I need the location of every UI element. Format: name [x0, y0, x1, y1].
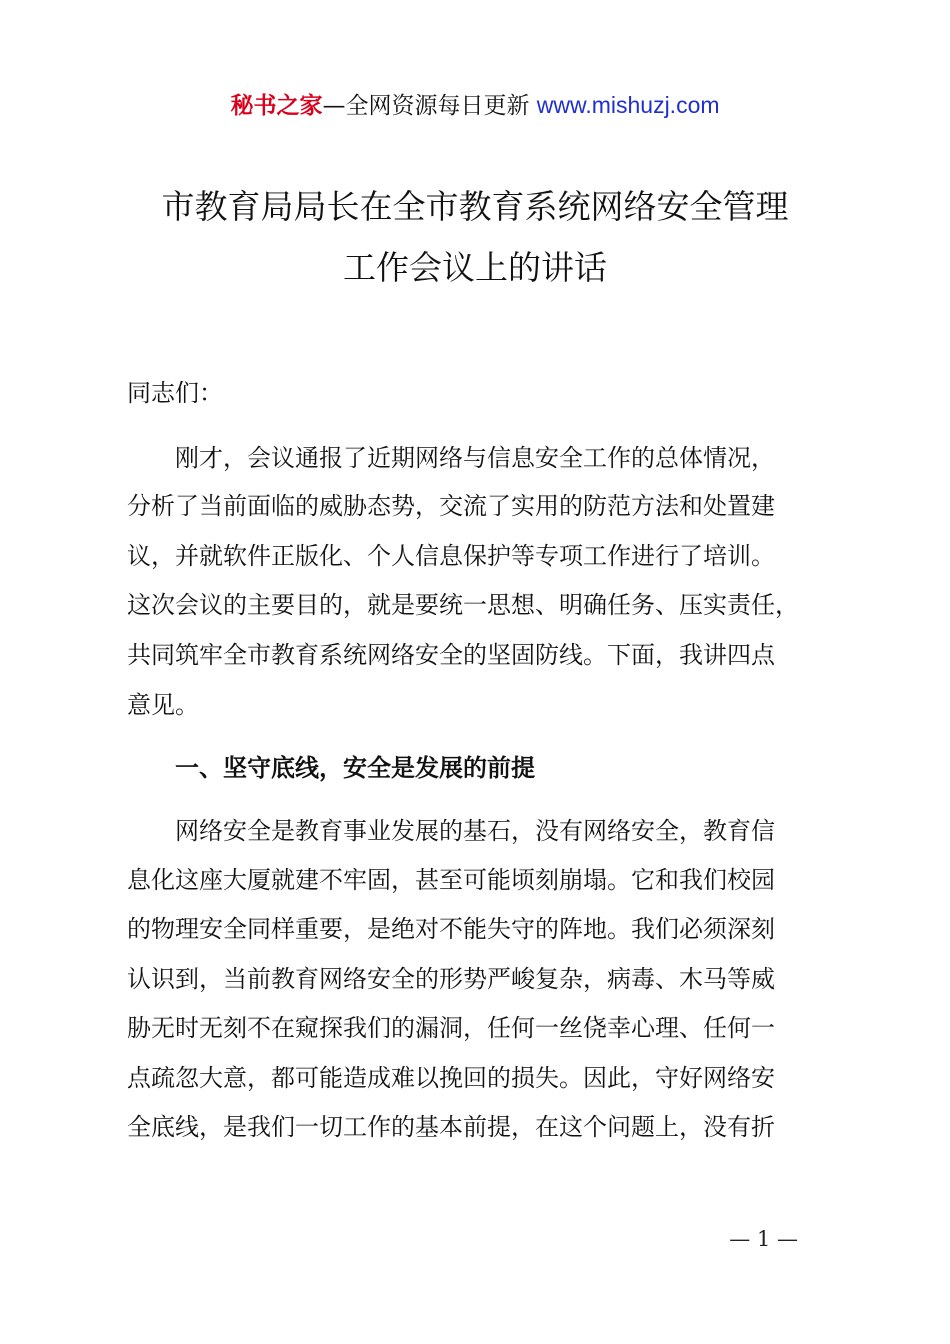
- document-title-line-2: 工作会议上的讲话: [343, 248, 607, 287]
- paragraph-line: 的物理安全同样重要，是绝对不能失守的阵地。我们必须深刻: [127, 915, 775, 943]
- paragraph-line: 分析了当前面临的威胁态势，交流了实用的防范方法和处置建: [127, 492, 775, 520]
- paragraph-line: 胁无时无刻不在窥探我们的漏洞，任何一丝侥幸心理、任何一: [127, 1014, 775, 1042]
- site-url-link[interactable]: www.mishuzj.com: [536, 92, 720, 118]
- header-tagline: —全网资源每日更新: [322, 93, 537, 119]
- paragraph-line: 点疏忽大意，都可能造成难以挽回的损失。因此，守好网络安: [127, 1064, 775, 1092]
- document-title-line-1: 市教育局局长在全市教育系统网络安全管理: [161, 187, 789, 226]
- paragraph-line: 议，并就软件正版化、个人信息保护等专项工作进行了培训。: [127, 542, 775, 570]
- paragraph-line: 这次会议的主要目的，就是要统一思想、明确任务、压实责任，: [127, 591, 799, 619]
- site-header: [0, 88, 950, 123]
- paragraph-line: 全底线，是我们一切工作的基本前提，在这个问题上，没有折: [127, 1113, 775, 1141]
- paragraph-line: 共同筑牢全市教育系统网络安全的坚固防线。下面，我讲四点: [127, 641, 775, 669]
- paragraph-line: 息化这座大厦就建不牢固，甚至可能顷刻崩塌。它和我们校园: [127, 866, 775, 894]
- paragraph-line: 网络安全是教育事业发展的基石，没有网络安全，教育信: [127, 817, 775, 845]
- paragraph-line: 刚才，会议通报了近期网络与信息安全工作的总体情况，: [127, 444, 775, 472]
- paragraph-line: 意见。: [127, 691, 199, 719]
- brand-name: 秘书之家: [230, 93, 323, 119]
- page-number: — 1 —: [729, 1227, 798, 1251]
- paragraph-line: 认识到，当前教育网络安全的形势严峻复杂，病毒、木马等威: [127, 965, 775, 993]
- salutation: 同志们：: [127, 379, 223, 407]
- section-heading: 一、坚守底线，安全是发展的前提: [127, 754, 535, 782]
